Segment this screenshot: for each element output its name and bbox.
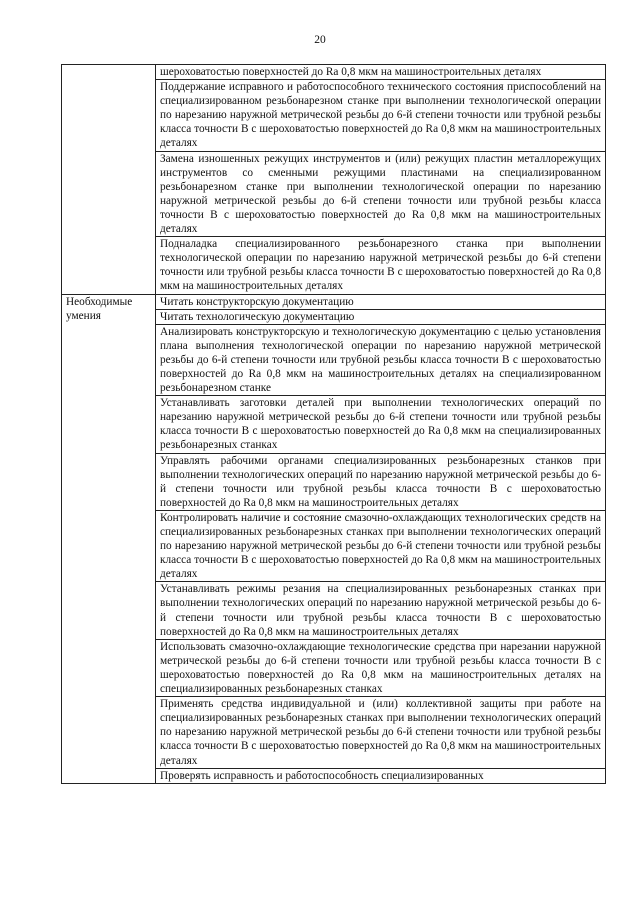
table-cell: Применять средства индивидуальной и (или) коллективной защиты при работе на специализированных резьбонарезных станках при выполнении технологических операций по нарезанию наружной метрической резьбы до 6-й степени точности или трубной резьбы класса точности В с шероховатостью поверхностей до Ra 0,8 мкм на машиностроительных деталях	[156, 697, 606, 768]
section-label-actions	[62, 65, 156, 295]
table-row	[62, 294, 606, 309]
table-cell: Анализировать конструкторскую и технологическую документацию с целью установления плана выполнения технологической операции по нарезанию наружной метрической резьбы до 6-й степени точности или трубной резьбы класса точности В с шероховатостью поверхностей до Ra 0,8 мкм на машиностроительных деталях на специализированном резьбонарезном станке	[156, 324, 606, 395]
table-cell: Устанавливать режимы резания на специализированных резьбонарезных станках при выполнении технологических операций по нарезанию наружной метрической резьбы до 6-й степени точности или трубной резьбы класса точности В с шероховатостью поверхностей до Ra 0,8 мкм на машиностроительных деталях	[156, 582, 606, 639]
table-cell: Использовать смазочно-охлаждающие технологические средства при нарезании наружной метрической резьбы до 6-й степени точности или трубной резьбы класса точности В с шероховатостью поверхностей до Ra 0,8 мкм на машиностроительных деталях на специализированных резьбонарезных станках	[156, 639, 606, 696]
table-cell: Замена изношенных режущих инструментов и (или) режущих пластин металлорежущих инструментов со сменными режущими пластинами на специализированном резьбонарезном станке при выполнении технологической операции по нарезанию наружной метрической резьбы до 6-й степени точности или трубной резьбы класса точности В с шероховатостью поверхностей до Ra 0,8 мкм на машиностроительных деталях	[156, 151, 606, 237]
table-cell: Подналадка специализированного резьбонарезного станка при выполнении технологической операции по нарезанию наружной метрической резьбы до 6-й степени точности или трубной резьбы класса точности В с шероховатостью поверхностей до Ra 0,8 мкм на машиностроительных деталях	[156, 237, 606, 294]
table-cell: Читать технологическую документацию	[156, 309, 606, 324]
table-cell: Устанавливать заготовки деталей при выполнении технологических операций по нарезанию наружной метрической резьбы до 6-й степени точности или трубной резьбы класса точности В с шероховатостью поверхностей до Ra 0,8 мкм на специализированных резьбонарезных станках	[156, 396, 606, 453]
table-cell: шероховатостью поверхностей до Ra 0,8 мкм на машиностроительных деталях	[156, 65, 606, 80]
table-cell: Контролировать наличие и состояние смазочно-охлаждающих технологических средств на специализированных резьбонарезных станках при выполнении технологических операций по нарезанию наружной метрической резьбы до 6-й степени точности или трубной резьбы класса точности В с шероховатостью поверхностей до Ra 0,8 мкм на машиностроительных деталях	[156, 510, 606, 581]
table-row	[62, 65, 606, 80]
requirements-table	[61, 64, 606, 784]
table-cell: Проверять исправность и работоспособность специализированных	[156, 768, 606, 783]
table-cell: Управлять рабочими органами специализированных резьбонарезных станков при выполнении технологических операций по нарезанию наружной метрической резьбы до 6-й степени точности или трубной резьбы класса точности В с шероховатостью поверхностей до Ra 0,8 мкм на машиностроительных деталях	[156, 453, 606, 510]
section-label-skills: Необходимые умения	[62, 294, 156, 783]
page-number: 20	[314, 34, 326, 46]
table-cell: Поддержание исправного и работоспособного технического состояния приспособлений на специализированном резьбонарезном станке при выполнении технологической операции по нарезанию наружной метрической резьбы до 6-й степени точности или трубной резьбы класса точности В с шероховатостью поверхностей до Ra 0,8 мкм на машиностроительных деталях	[156, 80, 606, 151]
table-cell: Читать конструкторскую документацию	[156, 294, 606, 309]
